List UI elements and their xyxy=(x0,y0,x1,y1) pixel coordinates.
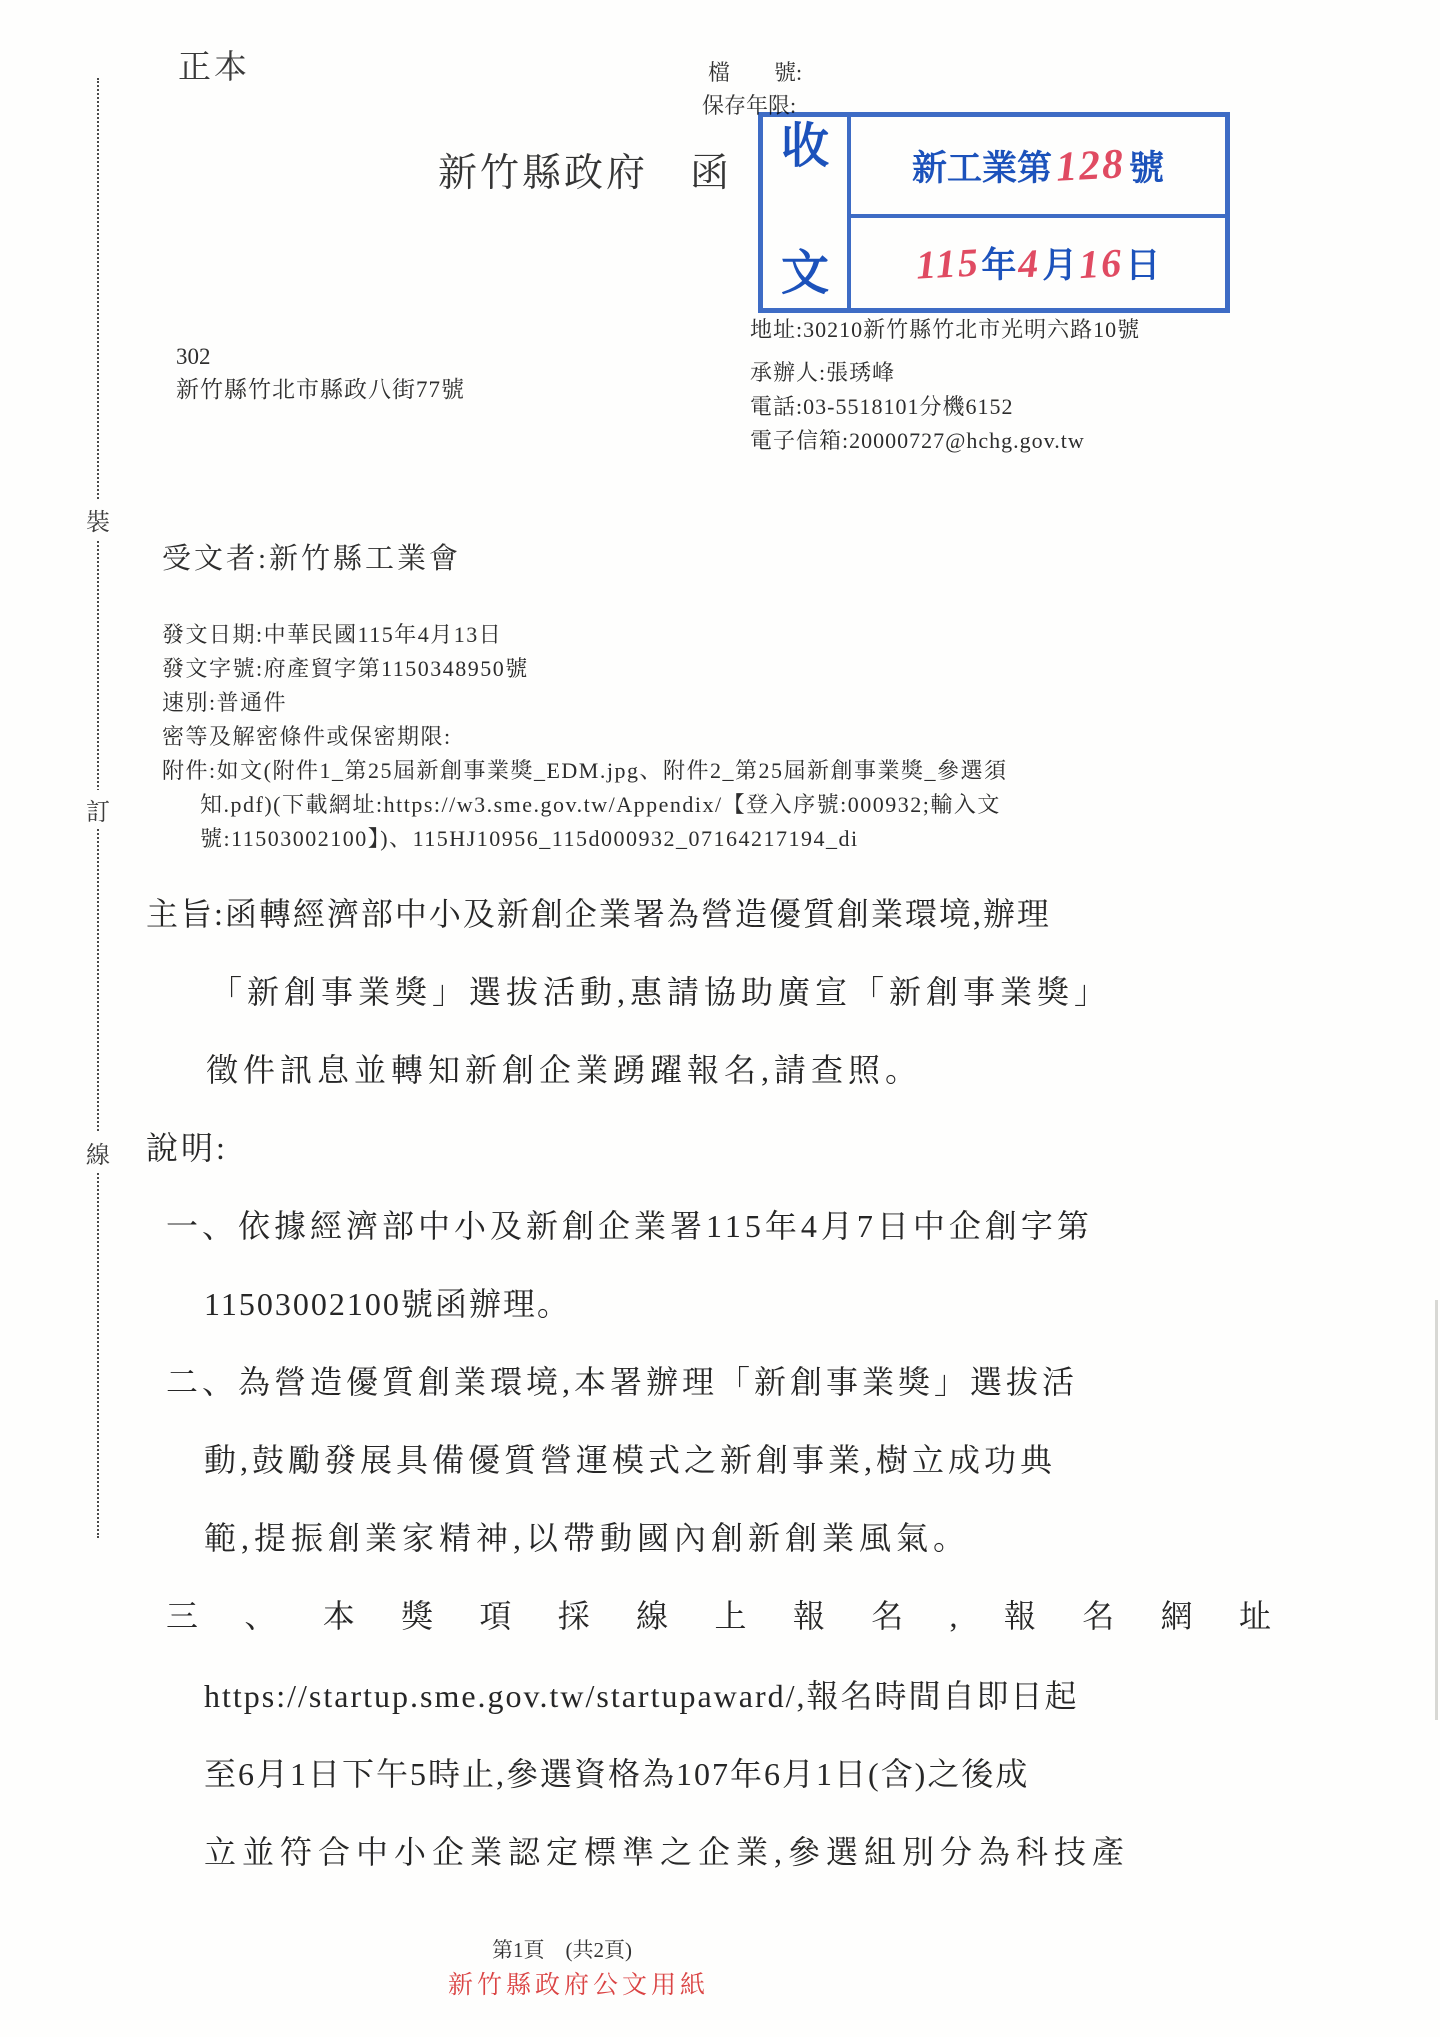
stamp-year-label: 年 xyxy=(981,246,1017,286)
retention-period-label: 保存年限: xyxy=(702,93,797,118)
subject-line-2: 「新創事業獎」選拔活動,惠請協助廣宣「新創事業獎」 xyxy=(210,974,1112,1010)
stamp-receive-char: 收 xyxy=(780,120,829,173)
subject-line-1: 主旨:函轉經濟部中小及新創企業署為營造優質創業環境,辦理 xyxy=(146,896,1051,932)
description-heading: 說明: xyxy=(146,1130,228,1166)
stamp-number-prefix: 新工業第 xyxy=(911,148,1052,188)
footer-page-number: 第1頁 (共2頁) xyxy=(492,1938,632,1962)
agency-email: 電子信箱:20000727@hchg.gov.tw xyxy=(750,428,1085,453)
stamp-month-handwritten: 4 xyxy=(1017,240,1042,287)
file-number-label: 檔 號: xyxy=(708,60,803,85)
description-item3-line4: 立並符合中小企業認定標準之企業,參選組別分為科技產 xyxy=(204,1834,1131,1870)
agency-officer: 承辦人:張琇峰 xyxy=(750,360,896,385)
stamp-document-char: 文 xyxy=(780,247,829,300)
description-item2-line1: 二、為營造優質創業環境,本署辦理「新創事業獎」選拔活 xyxy=(166,1364,1079,1400)
scan-edge-artifact xyxy=(1435,1300,1438,1720)
description-item3-line2-url: https://startup.sme.gov.tw/startupaward/,報名時間自即日起 xyxy=(204,1678,1079,1714)
document-title: 新竹縣政府 函 xyxy=(438,152,733,195)
stamp-day-handwritten: 16 xyxy=(1078,239,1125,287)
description-item3-line1: 三、本獎項採線上報名,報名網址 xyxy=(166,1598,1272,1634)
addressee-address: 新竹縣竹北市縣政八街77號 xyxy=(176,377,465,402)
description-item1-line1: 一、依據經濟部中小及新創企業署115年4月7日中企創字第 xyxy=(166,1208,1093,1244)
subject-line-3: 徵件訊息並轉知新創企業踴躍報名,請查照。 xyxy=(206,1052,923,1088)
stamp-day-label: 日 xyxy=(1125,246,1161,286)
description-item2-line3: 範,提振創業家精神,以帶動國內創新創業風氣。 xyxy=(204,1520,971,1556)
attachment-line-1: 附件:如文(附件1_第25屆新創事業獎_EDM.jpg、附件2_第25屆新創事業獎_參選須 xyxy=(162,758,1008,783)
stamp-year-handwritten: 115 xyxy=(914,238,981,288)
agency-phone: 電話:03-5518101分機6152 xyxy=(750,394,1014,419)
footer-paper-label: 新竹縣政府公文用紙 xyxy=(448,1972,710,1999)
description-item1-line2: 11503002100號函辦理。 xyxy=(204,1286,571,1322)
stamp-number-suffix: 號 xyxy=(1129,148,1165,188)
stamp-month-label: 月 xyxy=(1042,246,1078,286)
binding-mark-xian: 線 xyxy=(86,1133,110,1172)
attachment-line-2: 知.pdf)(下載網址:https://w3.sme.gov.tw/Appendix/【登入序號:000932;輸入文 xyxy=(200,792,1001,817)
attachment-line-3: 號:11503002100】)、115HJ10956_115d000932_07164217194_di xyxy=(200,826,859,851)
binding-mark-zhuang: 裝 xyxy=(86,500,110,539)
security-line: 密等及解密條件或保密期限: xyxy=(162,724,452,749)
received-stamp xyxy=(758,112,1230,313)
doc-number-line: 發文字號:府產貿字第1150348950號 xyxy=(162,656,529,681)
received-stamp-date-row xyxy=(851,218,1225,308)
speed-line: 速別:普通件 xyxy=(162,690,288,715)
recipient-line: 受文者:新竹縣工業會 xyxy=(162,543,462,575)
issue-date-line: 發文日期:中華民國115年4月13日 xyxy=(162,622,503,647)
agency-address: 地址:30210新竹縣竹北市光明六路10號 xyxy=(750,317,1141,342)
description-item2-line2: 動,鼓勵發展具備優質營運模式之新創事業,樹立成功典 xyxy=(204,1442,1057,1478)
copy-type-label: 正本 xyxy=(178,50,250,86)
received-stamp-number-row xyxy=(851,117,1225,218)
received-stamp-label-column xyxy=(763,117,851,308)
binding-mark-ding: 訂 xyxy=(86,790,110,829)
addressee-zip: 302 xyxy=(176,344,211,369)
received-stamp-detail-column xyxy=(851,117,1225,308)
description-item3-line3: 至6月1日下午5時止,參選資格為107年6月1日(含)之後成 xyxy=(204,1756,1030,1792)
stamp-number-handwritten: 128 xyxy=(1054,140,1127,191)
